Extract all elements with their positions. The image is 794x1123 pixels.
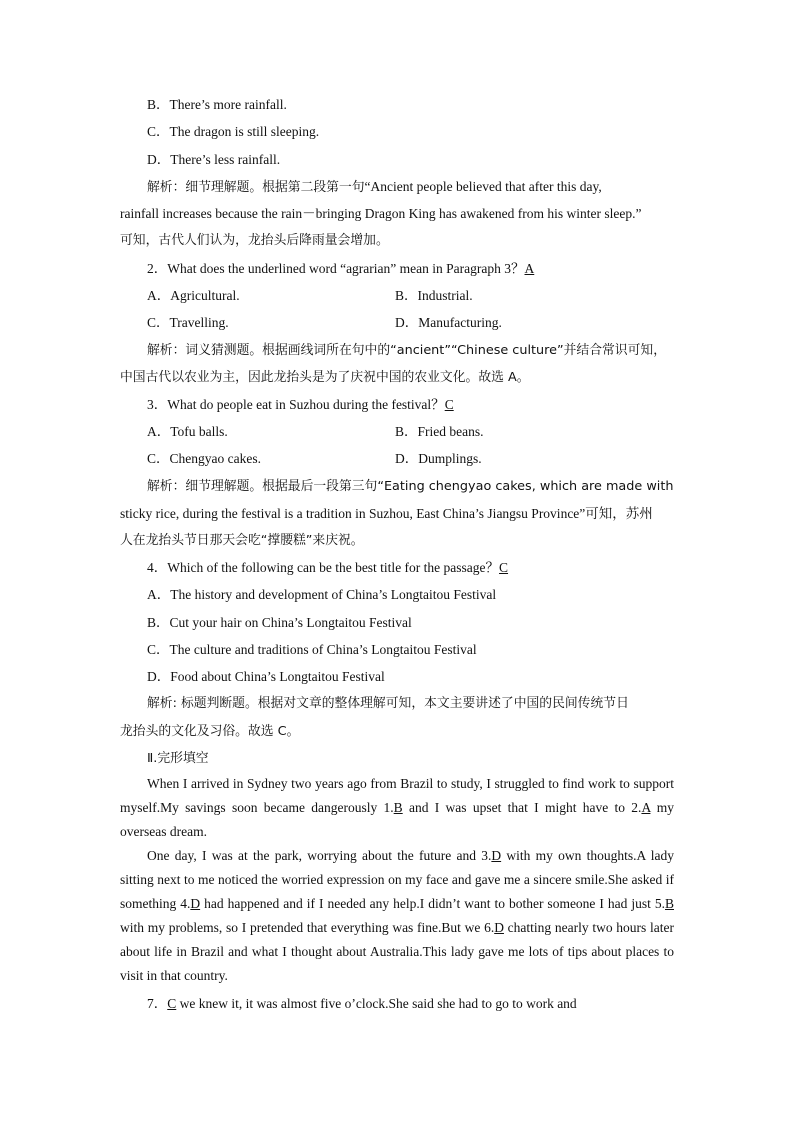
q3-option-b: B．Fried beans. [395, 424, 484, 439]
q4-option-c: C．The culture and traditions of China’s Longtaitou Festival [147, 642, 477, 657]
cloze-paragraph-2 [120, 844, 674, 988]
q2-stem [147, 255, 534, 282]
q2-explanation-line1: 解析：词义猜测题。根据画线词所在句中的“ancient”“Chinese culture”并结合常识可知， [147, 343, 666, 358]
q2-option-a: A．Agricultural. [147, 288, 240, 303]
q3-explanation-line1: 解析：细节理解题。根据最后一段第三句“Eating chengyao cakes, which are made with [147, 479, 674, 494]
q1-explanation-line2: rainfall increases because the rain－bringing Dragon King has awakened from his winter sleep.” [120, 206, 642, 221]
q4-option-b: B．Cut your hair on China’s Longtaitou Festival [147, 615, 412, 630]
explanation-quote: “Ancient people believed that after this day, [364, 179, 602, 194]
q3-stem [147, 391, 454, 418]
q2-stem-text: 2．What does the underlined word “agrarian” mean in Paragraph 3？ [147, 261, 525, 276]
q3-explanation-line2: sticky rice, during the festival is a tradition in Suzhou, East China’s Jiangsu Province”可知，苏州 [120, 506, 653, 521]
q3-explanation-line3: 人在龙抬头节日那天会吃“撑腰糕”来庆祝。 [120, 533, 364, 548]
explanation-label: 解析：细节理解题。根据第二段第一句 [147, 180, 365, 195]
q2-option-d: D．Manufacturing. [395, 315, 502, 330]
cloze-answer-4: D [190, 896, 201, 911]
cloze-answer-1: B [393, 800, 403, 815]
cloze-p2-part-d: with my problems, so I pretended that everything was fine.But we 6. [120, 920, 495, 935]
q4-option-a: A．The history and development of China’s Longtaitou Festival [147, 587, 497, 602]
q4-stem [147, 554, 508, 581]
cloze-answer-2: A [641, 800, 651, 815]
section-heading: Ⅱ.完形填空 [147, 751, 209, 766]
q3-option-c: C．Chengyao cakes. [147, 451, 261, 466]
cloze-p1-part-a: When I arrived in Sydney two years ago from Brazil to study, I struggled to find work to support myself.My savings soon became dangerously 1. [120, 776, 674, 815]
q2-option-b: B．Industrial. [395, 288, 473, 303]
cloze-paragraph-1 [120, 772, 674, 844]
q3-option-d: D．Dumplings. [395, 451, 482, 466]
q3-stem-text: 3．What do people eat in Suzhou during the festival？ [147, 397, 445, 412]
cloze-p2-part-a: One day, I was at the park, worrying about the future and 3. [147, 848, 492, 863]
cloze-p2-part-b: with my own thoughts.A lady sitting next to me noticed the worried expression on my face and gave me a sincere smile.She asked if something 4. [120, 848, 674, 911]
cloze-paragraph-3 [120, 992, 674, 1016]
cloze-p1-part-b: and I was upset that I might have to 2. [402, 800, 642, 815]
q1-explanation-line1 [120, 173, 674, 201]
cloze-p3-part-b: we knew it, it was almost five o’clock.She said she had to go to work and [176, 996, 577, 1011]
q1-option-b: B．There’s more rainfall. [147, 97, 287, 112]
q4-option-d: D．Food about China’s Longtaitou Festival [147, 669, 385, 684]
cloze-answer-5: B [664, 896, 674, 911]
q4-explanation-line2: 龙抬头的文化及习俗。故选 C。 [120, 724, 300, 739]
q2-option-c: C．Travelling. [147, 315, 229, 330]
q3-answer: C [444, 397, 454, 412]
q3-option-a: A．Tofu balls. [147, 424, 228, 439]
cloze-p1-part-c: my overseas dream. [120, 800, 674, 839]
cloze-answer-6: D [494, 920, 504, 935]
q4-answer: C [499, 560, 509, 575]
q4-stem-text: 4．Which of the following can be the best title for the passage？ [147, 560, 500, 575]
cloze-answer-7: C [167, 996, 177, 1011]
q1-option-c: C．The dragon is still sleeping. [147, 124, 320, 139]
q4-explanation-line1: 解析: 标题判断题。根据对文章的整体理解可知，本文主要讲述了中国的民间传统节日 [147, 696, 629, 711]
cloze-answer-3: D [491, 848, 502, 863]
q2-explanation-line2: 中国古代以农业为主，因此龙抬头是为了庆祝中国的农业文化。故选 A。 [120, 370, 530, 385]
cloze-p3-part-a: 7． [147, 996, 168, 1011]
q1-explanation-line3: 可知，古代人们认为，龙抬头后降雨量会增加。 [120, 233, 389, 248]
q2-answer: A [524, 261, 535, 276]
cloze-p2-part-c: had happened and if I needed any help.I didn’t want to bother someone I had just 5. [200, 896, 665, 911]
cloze-p2-part-e: chatting nearly two hours later about life in Brazil and what I thought about Australia.This lady gave me lots of tips about places to visit in that country. [120, 920, 674, 983]
q1-option-d: D．There’s less rainfall. [147, 152, 281, 167]
